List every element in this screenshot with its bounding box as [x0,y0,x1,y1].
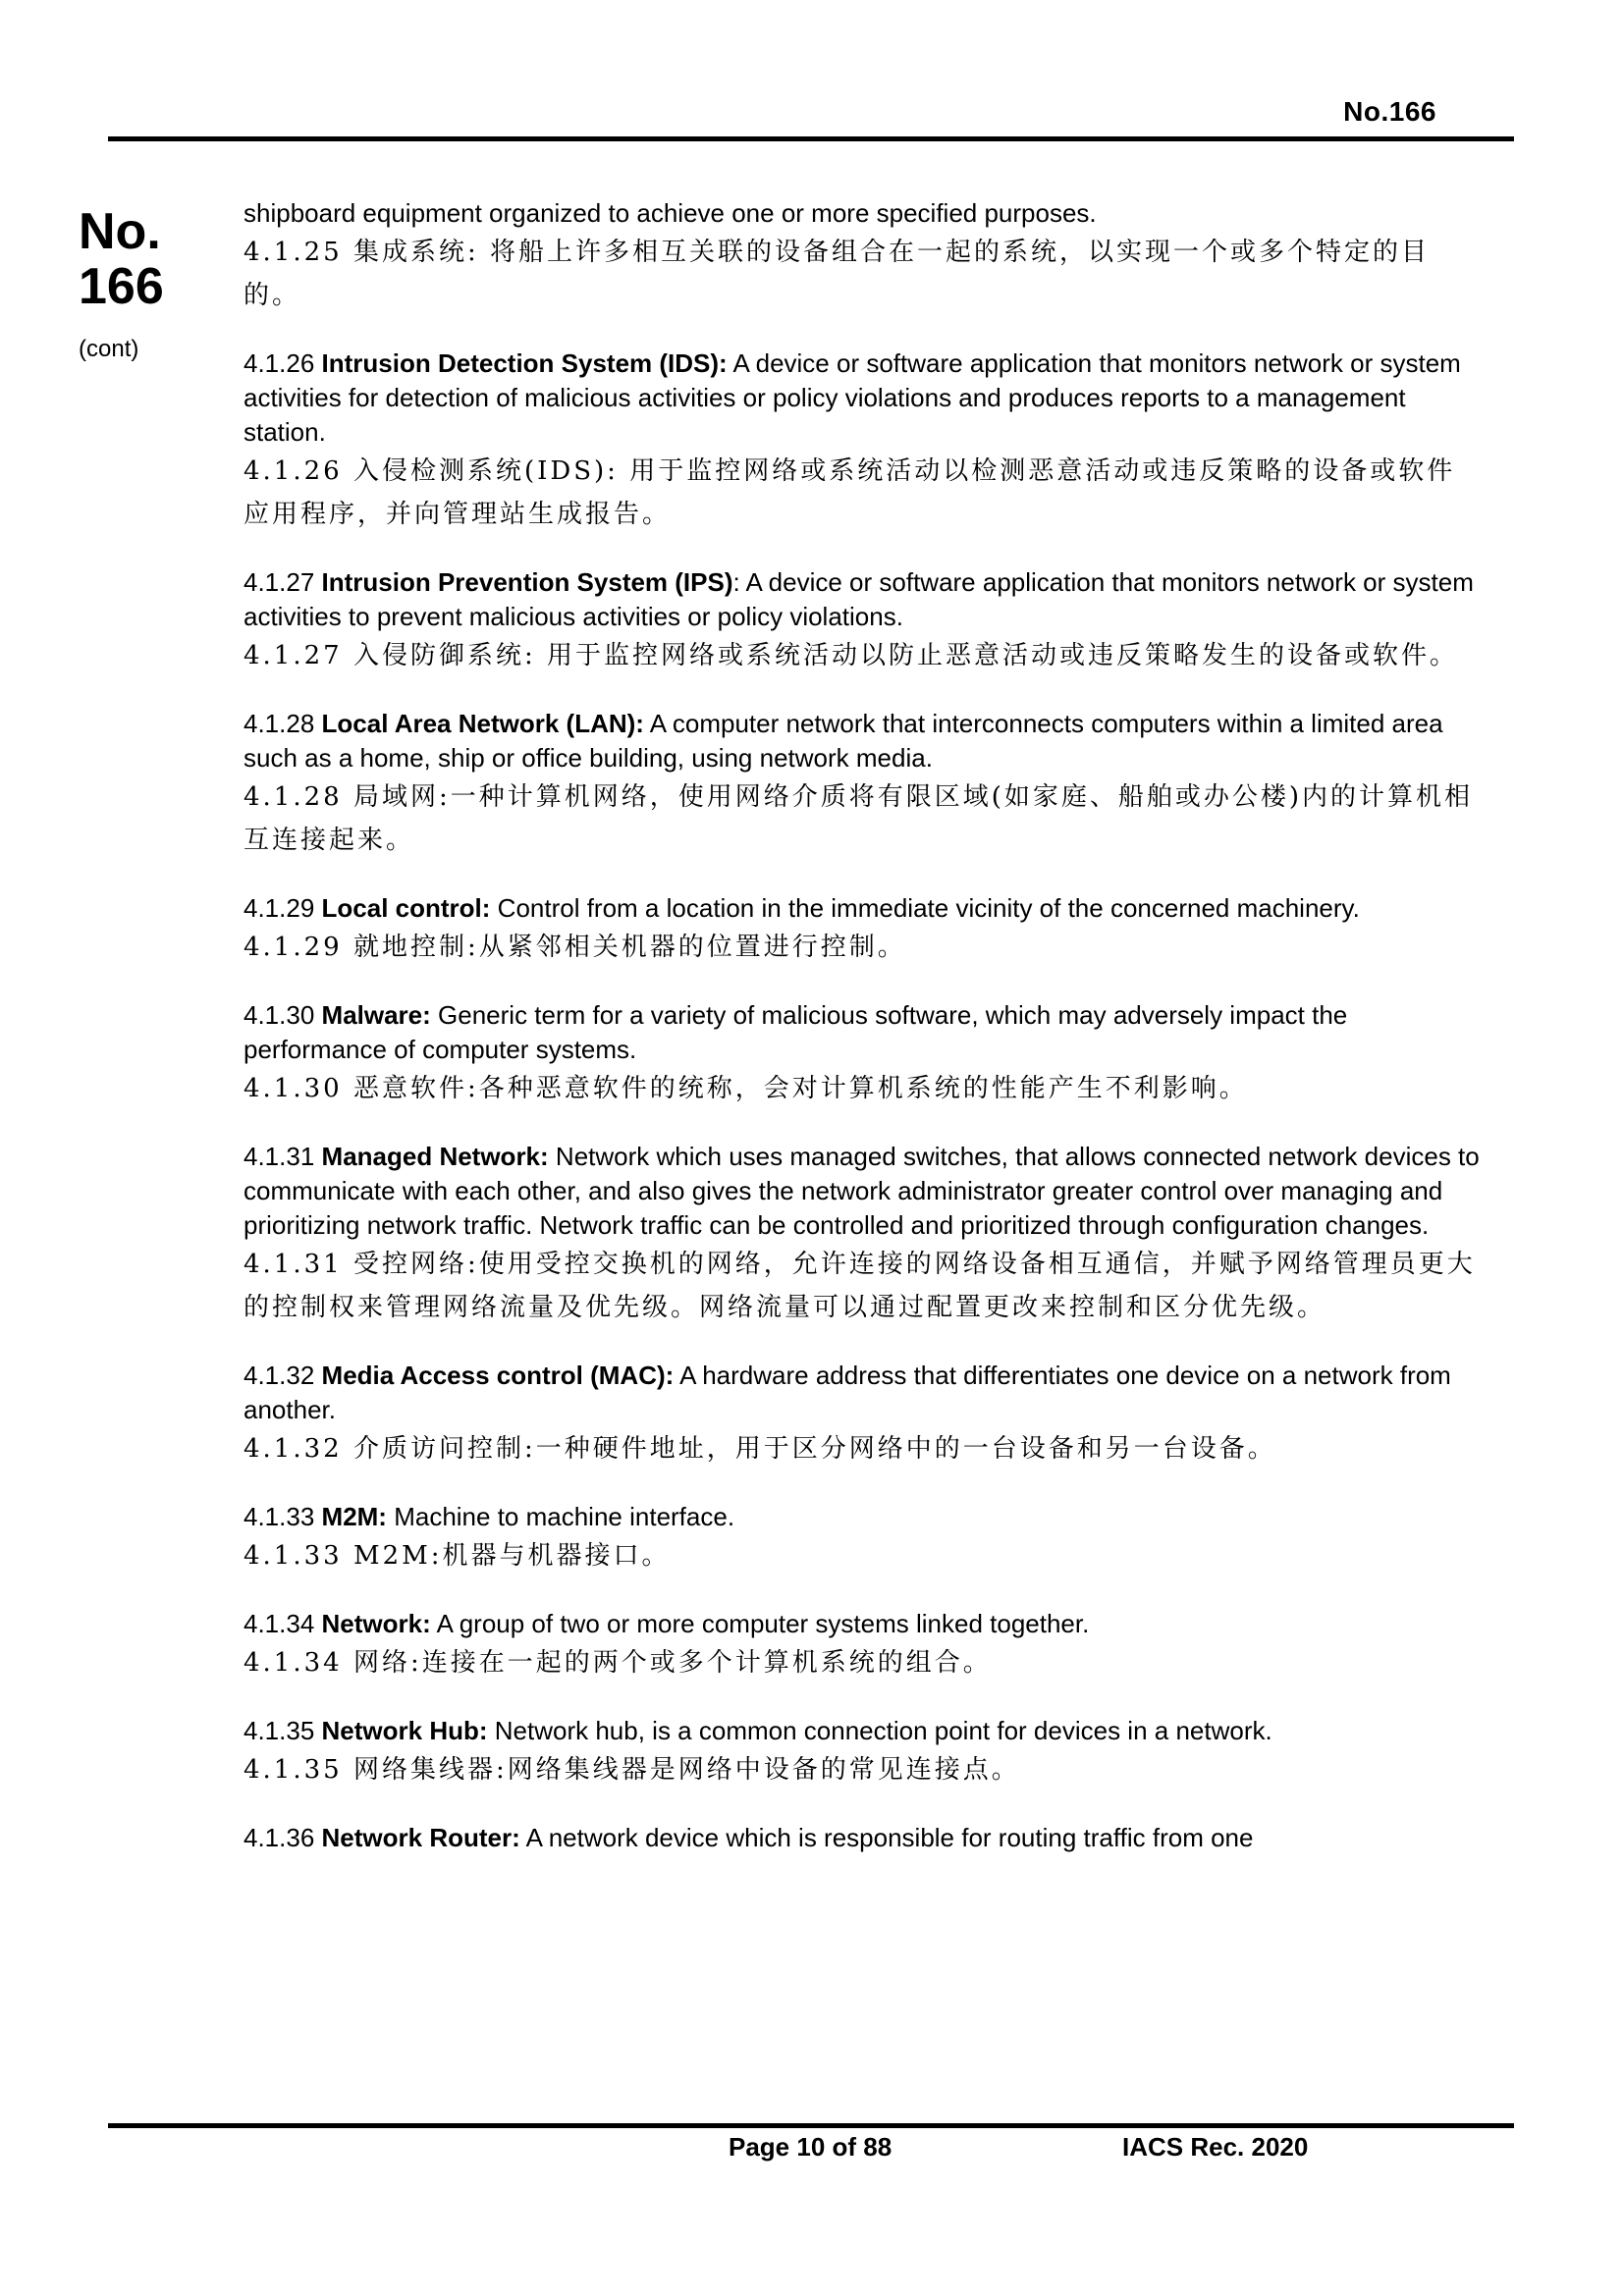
clause-number: 4.1.30 [243,1000,315,1030]
definition-text: A computer network that interconnects computers within a limited area such as a home, ship or office building, using network media. [243,709,1443,773]
term: Managed Network: [321,1142,549,1171]
document-number-header: No.166 [1343,96,1436,127]
side-document-number [79,204,187,314]
definition-text: A device or software application that monitors network or system activities for detection of malicious activities or policy violations and produces reports to a management station. [243,348,1461,447]
definition-en [243,1714,1483,1748]
header-rule [108,136,1514,141]
definition-en [243,998,1483,1067]
term: Intrusion Prevention System (IPS) [321,567,733,597]
definition-entry [243,707,1483,862]
term: Network Router: [321,1823,520,1852]
clause-number: 4.1.26 [243,348,315,378]
definition-entry [243,1500,1483,1577]
definition-en [243,1607,1483,1641]
definition-zh: 4.1.32 介质访问控制:一种硬件地址，用于区分网络中的一台设备和另一台设备。 [243,1434,1276,1464]
clause-number: 4.1.35 [243,1716,315,1745]
clause-number: 4.1.33 [243,1502,315,1531]
definition-entry [243,1607,1483,1684]
clause-number: 4.1.29 [243,893,315,923]
recommendation-label: IACS Rec. 2020 [1122,2132,1309,2162]
term: Malware: [321,1000,431,1030]
definition-en [243,565,1483,634]
definition-en [243,1500,1483,1534]
definition-zh: 4.1.26 入侵检测系统(IDS): 用于监控网络或系统活动以检测恶意活动或违反策略的设备或软件应用程序，并向管理站生成报告。 [243,456,1456,529]
clause-number: 4.1.28 [243,709,315,738]
continuation-entry [243,196,1483,317]
continuation-zh: 4.1.25 集成系统: 将船上许多相互关联的设备组合在一起的系统，以实现一个或多个特定的目的。 [243,238,1430,310]
definition-en [243,1140,1483,1243]
definition-zh: 4.1.28 局域网:一种计算机网络，使用网络介质将有限区域(如家庭、船舶或办公楼)内的计算机相互连接起来。 [243,782,1474,855]
side-cont-label: (cont) [79,336,139,362]
definition-zh: 4.1.31 受控网络:使用受控交换机的网络，允许连接的网络设备相互通信，并赋予网络管理员更大的控制权来管理网络流量及优先级。网络流量可以通过配置更改来控制和区分优先级。 [243,1250,1476,1322]
continuation-en: shipboard equipment organized to achieve one or more specified purposes. [243,198,1097,228]
definition-zh: 4.1.30 恶意软件:各种恶意软件的统称，会对计算机系统的性能产生不利影响。 [243,1074,1248,1103]
clause-number: 4.1.31 [243,1142,315,1171]
definition-text: A network device which is responsible for routing traffic from one [525,1823,1254,1852]
clause-number: 4.1.27 [243,567,315,597]
page-number: Page 10 of 88 [729,2132,893,2162]
definition-entry [243,998,1483,1110]
definition-en [243,1821,1483,1855]
term: M2M: [321,1502,387,1531]
definition-text: Network hub, is a common connection point for devices in a network. [494,1716,1272,1745]
definition-entry [243,891,1483,969]
side-no-label: No. [79,203,161,260]
clause-number: 4.1.34 [243,1609,315,1638]
definition-zh: 4.1.29 就地控制:从紧邻相关机器的位置进行控制。 [243,933,906,962]
definition-en [243,1359,1483,1427]
definition-zh: 4.1.34 网络:连接在一起的两个或多个计算机系统的组合。 [243,1648,992,1678]
definition-text: A group of two or more computer systems linked together. [436,1609,1090,1638]
definition-en [243,707,1483,775]
definition-zh: 4.1.27 入侵防御系统: 用于监控网络或系统活动以防止恶意活动或违反策略发生的设备或软件。 [243,641,1458,670]
definition-entry [243,1140,1483,1329]
definition-text: Generic term for a variety of malicious software, which may adversely impact the performance of computer systems. [243,1000,1348,1064]
definition-en [243,891,1483,926]
definition-entry [243,347,1483,536]
definition-zh: 4.1.35 网络集线器:网络集线器是网络中设备的常见连接点。 [243,1755,1020,1785]
definition-entry [243,565,1483,677]
term: Intrusion Detection System (IDS): [321,348,728,378]
term: Local Area Network (LAN): [321,709,644,738]
definition-text: Network which uses managed switches, that allows connected network devices to communicate with each other, and also gives the network administrator greater control over managing and prioritizing network traffic. Network traffic can be controlled and prioritized through configuration changes. [243,1142,1480,1240]
term: Network: [321,1609,431,1638]
definition-text: : A device or software application that monitors network or system activities to prevent malicious activities or policy violations. [243,567,1474,631]
definition-entry [243,1714,1483,1791]
definition-text: Machine to machine interface. [394,1502,735,1531]
definition-en [243,347,1483,450]
footer-rule [108,2123,1514,2128]
document-body [243,196,1483,1885]
definition-zh: 4.1.33 M2M:机器与机器接口。 [243,1541,671,1571]
definition-text: A hardware address that differentiates one device on a network from another. [243,1361,1451,1424]
term: Local control: [321,893,491,923]
clause-number: 4.1.32 [243,1361,315,1390]
term: Media Access control (MAC): [321,1361,675,1390]
definition-entry [243,1821,1483,1855]
side-number: 166 [79,258,164,315]
definition-entry [243,1359,1483,1470]
term: Network Hub: [321,1716,488,1745]
definition-text: Control from a location in the immediate vicinity of the concerned machinery. [497,893,1360,923]
clause-number: 4.1.36 [243,1823,315,1852]
